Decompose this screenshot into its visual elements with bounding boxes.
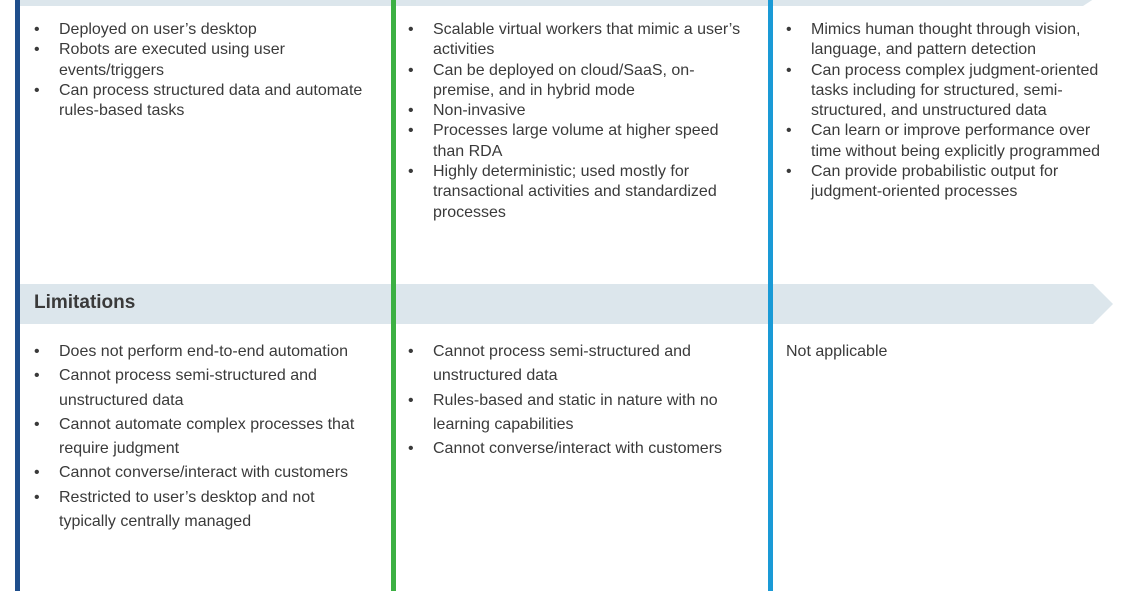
ai-limitations-text: Not applicable [786,343,888,360]
list-item: • Cannot converse/interact with customers [34,461,364,485]
list-item: • Does not perform end-to-end automation [34,340,364,364]
list-item: • Mimics human thought through vision, language, and pattern detection [786,20,1116,61]
list-item: • Cannot process semi-structured and unstructured data [408,340,743,389]
list-item: • Non-invasive [408,101,743,121]
list-item: • Restricted to user’s desktop and not typically centrally managed [34,486,364,535]
limitations-heading: Limitations [34,292,136,313]
list-item: • Deployed on user’s desktop [34,20,364,40]
column-divider-rpa [391,0,396,591]
column-divider-rda [15,0,20,591]
rpa-limitations-list [408,340,743,461]
list-item: • Highly deterministic; used mostly for transactional activities and standardized processes [408,162,743,223]
column-divider-ai [768,0,773,591]
list-item: • Robots are executed using user events/triggers [34,40,364,81]
list-item: • Can provide probabilistic output for judgment-oriented processes [786,162,1116,203]
rpa-capabilities-list [408,20,743,223]
list-item: • Cannot automate complex processes that require judgment [34,413,364,462]
list-item: • Can process structured data and automate rules-based tasks [34,81,364,122]
limitations-header-band [18,284,1113,324]
list-item: • Cannot converse/interact with customers [408,437,743,461]
list-item: • Can process complex judgment-oriented tasks including for structured, semi-structured, and unstructured data [786,61,1116,122]
ai-capabilities-list [786,20,1116,203]
list-item: • Processes large volume at higher speed than RDA [408,121,743,162]
rda-capabilities-list [34,20,364,121]
list-item: • Can be deployed on cloud/SaaS, on-premise, and in hybrid mode [408,61,743,102]
rda-limitations-list [34,340,364,534]
section-header-band-top [18,0,1103,6]
list-item: • Can learn or improve performance over time without being explicitly programmed [786,121,1116,162]
list-item: • Cannot process semi-structured and unstructured data [34,364,364,413]
list-item: • Scalable virtual workers that mimic a user’s activities [408,20,743,61]
list-item: • Rules-based and static in nature with no learning capabilities [408,389,743,438]
